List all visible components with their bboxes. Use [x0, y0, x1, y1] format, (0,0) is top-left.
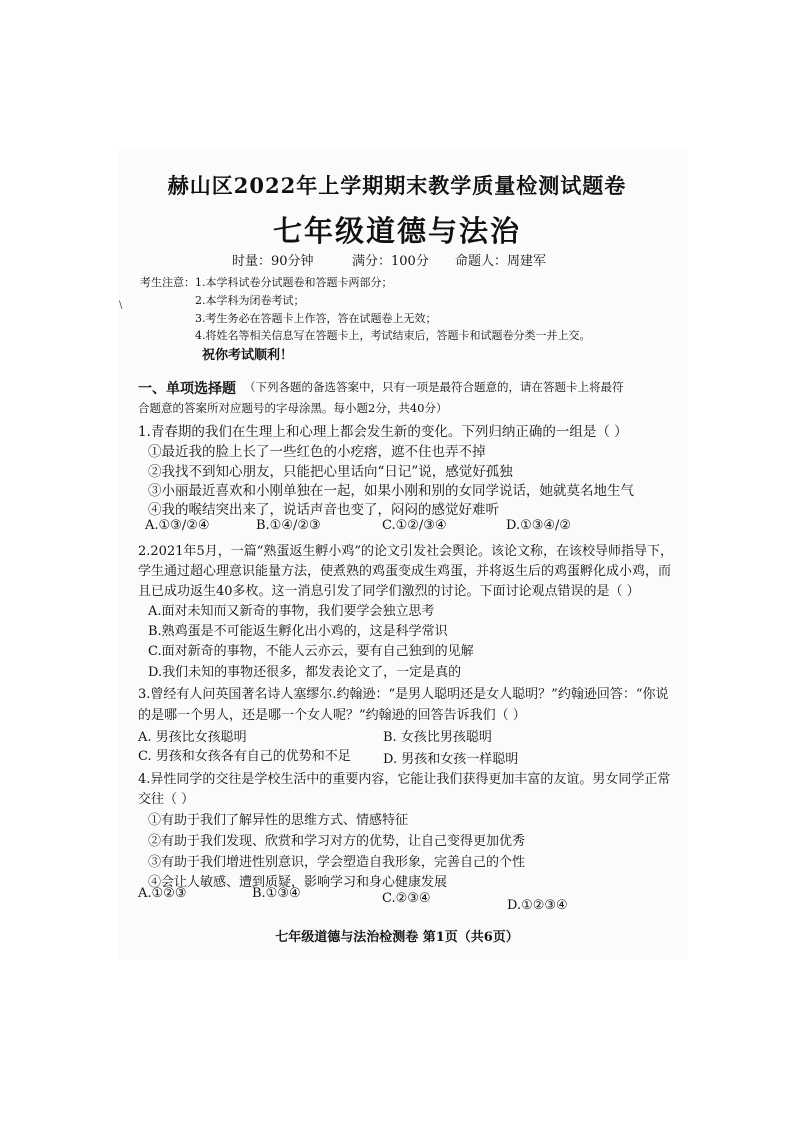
- option-c: C.面对新奇的事物，不能人云亦云，要有自己独到的见解: [148, 644, 474, 659]
- note-item: 4.将姓名等相关信息写在答题卡上，考试结束后，答题卡和试题卷分类一并上交。: [195, 329, 591, 342]
- question-item: ①最近我的脸上长了一些红色的小疙瘩，遮不住也弄不掉: [148, 444, 486, 460]
- question-item: ②有助于我们发现、欣赏和学习对方的优势，让自己变得更加优秀: [148, 834, 526, 849]
- note-item: 1.本学科试卷分试题卷和答题卡两部分；: [195, 276, 393, 289]
- subject-title: 七年级道德与法治: [272, 214, 521, 248]
- question-stem: 交往（ ）: [138, 792, 195, 807]
- section-desc: 合题意的答案所对应题号的字母涂黑。每小题2分，共40分）: [138, 401, 448, 415]
- option-d: D. 男孩和女孩一样聪明: [383, 752, 519, 767]
- option-a: A.①②③: [138, 886, 187, 901]
- exam-title: 赫山区2022年上学期期末教学质量检测试题卷: [167, 173, 627, 198]
- question-stem: 且已成功返生40多枚。这一消息引发了同学们激烈的讨论。下面讨论观点错误的是（ ）: [138, 584, 640, 599]
- note-item: 3.考生务必在答题卡上作答，答在试题卷上无效；: [195, 312, 437, 325]
- section-desc: （下列各题的备选答案中，只有一项是最符合题意的，请在答题卡上将最符: [244, 380, 624, 394]
- option-c: C.②③④: [382, 891, 431, 906]
- option-c: C. 男孩和女孩各有自己的优势和不足: [138, 749, 351, 764]
- question-item: ③小丽最近喜欢和小刚单独在一起，如果小刚和别的女同学说话，她就莫名地生气: [148, 483, 634, 499]
- question-item: ④我的喉结突出来了，说话声音也变了，闷闷的感觉好难听: [148, 502, 499, 518]
- question-item: ①有助于我们了解异性的思维方式、情感特征: [148, 813, 409, 828]
- exam-author: 命题人：周建军: [455, 254, 547, 269]
- option-a: A.①③/②④: [145, 518, 210, 533]
- exam-time: 时量：90分钟: [232, 254, 314, 269]
- scan-mark: \: [119, 300, 123, 311]
- question-stem: 2.2021年5月，一篇“熟蛋返生孵小鸡”的论文引发社会舆论。该论文称，在该校导师指导下，: [138, 544, 674, 559]
- section-title: 一、单项选择题: [138, 381, 236, 397]
- option-b: B.①④/②③: [256, 518, 321, 533]
- question-stem: 的是哪一个男人，还是哪一个女人呢？”约翰逊的回答告诉我们（ ）: [138, 708, 526, 723]
- page-footer: 七年级道德与法治检测卷 第1页（共6页）: [275, 930, 519, 945]
- question-item: ②我找不到知心朋友，只能把心里话向“日记”说，感觉好孤独: [148, 464, 513, 480]
- option-d: D.我们未知的事物还很多，都发表论文了，一定是真的: [148, 665, 462, 680]
- option-b: B.①③④: [252, 886, 301, 901]
- bless-text: 祝你考试顺利！: [202, 348, 294, 363]
- option-d: D.①③④/②: [506, 518, 572, 533]
- option-c: C.①②/③④: [382, 518, 447, 533]
- option-a: A. 男孩比女孩聪明: [138, 730, 247, 745]
- notes-label: 考生注意：: [140, 276, 195, 289]
- question-stem: 学生通过超心理意识能量方法，使煮熟的鸡蛋变成生鸡蛋，并将返生后的鸡蛋孵化成小鸡，而: [138, 564, 672, 579]
- option-d: D.①②③④: [507, 898, 568, 913]
- question-stem: 4.异性同学的交往是学校生活中的重要内容，它能让我们获得更加丰富的友谊。男女同学正常: [138, 772, 671, 787]
- option-b: B. 女孩比男孩聪明: [383, 730, 492, 745]
- question-stem: 1.青春期的我们在生理上和心理上都会发生新的变化。下列归纳正确的一组是（ ）: [138, 424, 628, 440]
- note-item: 2.本学科为闭卷考试；: [195, 294, 305, 307]
- option-b: B.熟鸡蛋是不可能返生孵化出小鸡的，这是科学常识: [148, 624, 448, 639]
- exam-score: 满分：100分: [352, 254, 429, 269]
- question-stem: 3.曾经有人问英国著名诗人塞缪尔.约翰逊：“是男人聪明还是女人聪明？”约翰逊回答：“你说: [138, 687, 669, 702]
- question-item: ③有助于我们增进性别意识，学会塑造自我形象，完善自己的个性: [148, 855, 526, 870]
- option-a: A.面对未知而又新奇的事物，我们要学会独立思考: [148, 604, 435, 619]
- question-item: ④会让人敏感、遭到质疑，影响学习和身心健康发展: [148, 875, 448, 890]
